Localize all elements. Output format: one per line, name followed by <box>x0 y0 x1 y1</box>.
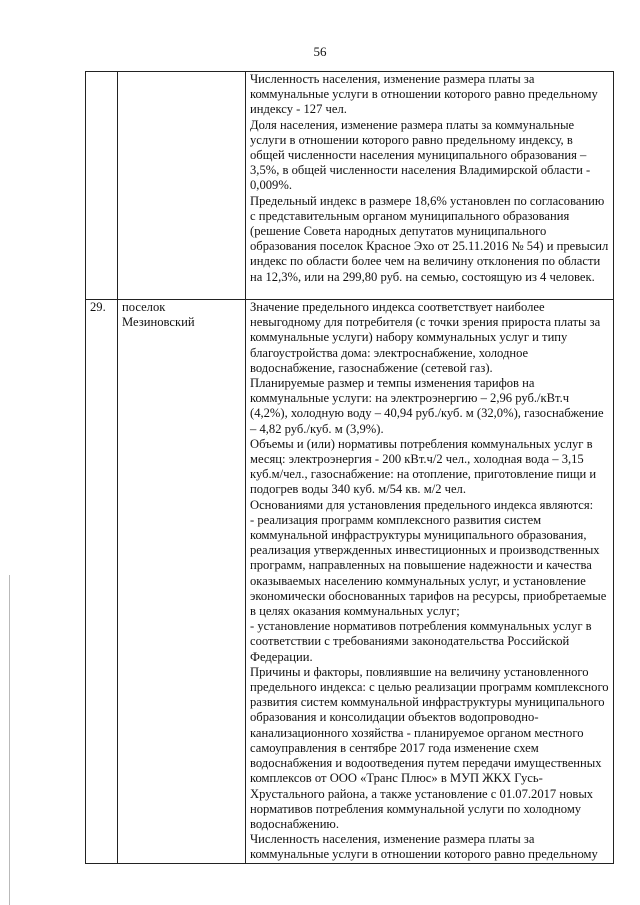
page-number: 56 <box>313 44 327 59</box>
table-row <box>86 300 614 864</box>
paragraph: Основаниями для установления предельного индекса являются: <box>250 497 594 512</box>
paragraph: Значение предельного индекса соответствует наиболее невыгодному для потребителя (с точки зрения прироста платы за коммунальные услуги) набору коммунальных услуг и типу благоустройства дома: электроснабжение, холодное водоснабжение, газоснабжение (сетевой газ). <box>250 300 601 375</box>
table-row <box>86 72 614 300</box>
paragraph: Численность населения, изменение размера платы за коммунальные услуги в отношении которого равно предельному индексу - 127 чел. <box>250 72 598 117</box>
paragraph: Предельный индекс в размере 18,6% установлен по согласованию с представительным органом муниципального образования (решение Совета народных депутатов муниципального образования поселок Красное Эхо от 25.11.2016 № 54) и превысил индекс по области более чем на величину отклонения по области на 12,3%, или на 299,80 руб. на семью, состоящую из 4 человек. <box>250 193 609 284</box>
row-number-cell <box>86 72 118 300</box>
index-table <box>85 71 614 864</box>
description-cell <box>246 300 614 864</box>
description-cell <box>246 72 614 300</box>
municipality-cell <box>118 72 246 300</box>
paragraph: - установление нормативов потребления коммунальных услуг в соответствии с требованиями законодательства Российской Федерации. <box>250 619 592 664</box>
scan-margin-line <box>9 575 10 905</box>
municipality-cell: поселок Мезиновский <box>118 300 246 864</box>
paragraph: Доля населения, изменение размера платы за коммунальные услуги в отношении которого равно предельному индексу, в общей численности населения муниципального образования – 3,5%, в общей численности населения Владимирской области - 0,009%. <box>250 117 591 193</box>
paragraph: Численность населения, изменение размера платы за коммунальные услуги в отношении которого равно предельному <box>250 832 598 862</box>
paragraph: Объемы и (или) нормативы потребления коммунальных услуг в месяц: электроэнергия - 200 кВт.ч/2 чел., холодная вода – 3,15 куб.м/чел., газоснабжение: на отопление, приготовление пищи и подогрев воды 340 куб. м/54 кв. м/2 чел. <box>250 436 597 497</box>
paragraph: Причины и факторы, повлиявшие на величину установленного предельного индекса: с целью реализации программ комплексного развития систем коммунальной инфраструктуры муниципального образования и консолидации объектов водопроводно-канализационного хозяйства - планируемое органом местного самоуправления в сентябре 2017 года изменение схем водоснабжения и водоотведения путем передачи имущественных комплексов от ООО «Транс Плюс» в МУП ЖКХ Гусь-Хрустального района, а также установление с 01.07.2017 новых нормативов потребления коммунальной услуги по холодному водоснабжению. <box>250 664 609 831</box>
paragraph: - реализация программ комплексного развития систем коммунальной инфраструктуры муниципального образования, реализация утвержденных инвестиционных и производственных программ, направленных на повышение надежности и качества оказываемых населению коммунальных услуг, и установление экономически обоснованных тарифов на ресурсы, приобретаемые в целях оказания коммунальных услуг; <box>250 512 607 619</box>
row-number-cell: 29. <box>86 300 118 864</box>
paragraph: Планируемые размер и темпы изменения тарифов на коммунальные услуги: на электроэнергию – 2,96 руб./кВт.ч (4,2%), холодную воду – 40,94 руб./куб. м (32,0%), газоснабжение – 4,82 руб./куб. м (3,9%). <box>250 376 604 436</box>
